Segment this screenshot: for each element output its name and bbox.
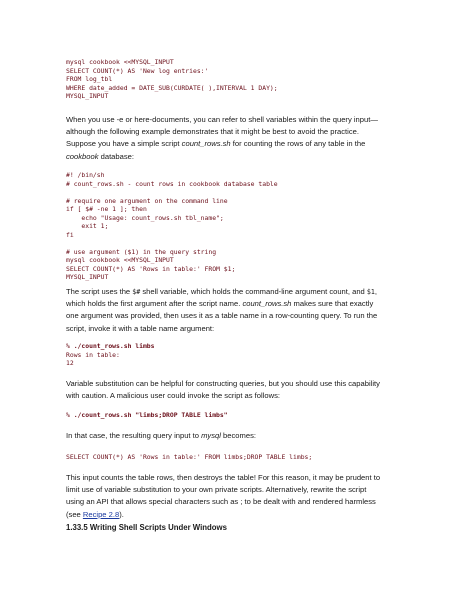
code-line: SELECT COUNT(*) AS 'New log entries:'	[66, 66, 209, 75]
text-line: cookbook database:	[66, 151, 134, 161]
code-line: Rows in table:	[66, 350, 120, 359]
script-name: count_rows.sh	[242, 299, 292, 309]
code-line	[66, 411, 228, 420]
code-block-here-document	[66, 58, 278, 101]
code-line: if [ $# -ne 1 ]; then	[66, 205, 147, 213]
program-name: mysql	[201, 431, 221, 440]
shell-prompt: %	[66, 342, 74, 350]
code-block-malicious-invocation	[66, 411, 228, 420]
text-line: Variable substitution can be helpful for constructing queries, but you should use this capability	[66, 379, 380, 388]
paragraph-shell-variables	[66, 114, 426, 163]
code-line: # require one argument on the command line	[66, 196, 228, 205]
code-line: fi	[66, 230, 74, 239]
code-line	[66, 239, 278, 248]
inline-code: $1	[366, 288, 375, 296]
text-line: Suppose you have a simple script count_rows.sh for counting the rows of any table in the	[66, 139, 366, 149]
code-line: mysql cookbook <<MYSQL_INPUT	[66, 58, 174, 66]
text-line: using an API that allows special characters such as ; to be dealt with and rendered harmless	[66, 497, 376, 507]
code-block-resulting-sql	[66, 453, 312, 462]
code-line: echo "Usage: count_rows.sh tbl_name";	[66, 213, 224, 222]
code-line: SELECT COUNT(*) AS 'Rows in table:' FROM $1;	[66, 264, 236, 273]
code-block-run-example	[66, 342, 155, 368]
code-line: # count_rows.sh - count rows in cookbook database table	[66, 179, 278, 188]
paragraph-script-explanation	[66, 286, 426, 335]
text-line: limit use of variable substitution to your own private scripts. Alternatively, rewrite the script	[66, 485, 367, 495]
section-heading: 1.33.5 Writing Shell Scripts Under Windows	[66, 523, 227, 532]
shell-command: ./count_rows.sh "limbs;DROP TABLE limbs"	[73, 411, 228, 419]
inline-code: $#	[132, 288, 141, 296]
code-line: #! /bin/sh	[66, 171, 105, 179]
shell-command: ./count_rows.sh limbs	[73, 342, 155, 350]
script-name: count_rows.sh	[181, 139, 231, 149]
paragraph-prudent-advice	[66, 472, 426, 521]
shell-prompt: %	[66, 411, 74, 419]
text-line: When you use -e or here-documents, you can refer to shell variables within the query input—	[66, 115, 378, 124]
code-line: WHERE date_added = DATE_SUB(CURDATE( ),INTERVAL 1 DAY);	[66, 83, 278, 92]
text-line: although the following example demonstrates that it might be best to avoid the practice.	[66, 127, 359, 137]
code-line: MYSQL_INPUT	[66, 273, 109, 281]
code-line: exit 1;	[66, 222, 109, 230]
code-line	[66, 342, 155, 351]
code-line: SELECT COUNT(*) AS 'Rows in table:' FROM limbs;DROP TABLE limbs;	[66, 453, 313, 461]
text-line: (see Recipe 2.8).	[66, 509, 124, 519]
text-line: In that case, the resulting query input to mysql becomes:	[66, 431, 256, 440]
text-line: one argument was provided, then uses it as a table name in a row-counting query. To run the	[66, 311, 378, 321]
paragraph-substitution-caution	[66, 378, 426, 402]
code-line: 12	[66, 359, 74, 367]
code-line: # use argument ($1) in the query string	[66, 247, 217, 256]
code-line	[66, 188, 278, 197]
recipe-link[interactable]: Recipe 2.8	[82, 509, 120, 519]
text-line: This input counts the table rows, then destroys the table! For this reason, it may be prudent to	[66, 473, 381, 482]
code-line: FROM log_tbl	[66, 75, 113, 83]
database-name: cookbook	[66, 151, 99, 161]
text-line: script, invoke it with a table name argument:	[66, 323, 215, 333]
text-line: with caution. A malicious user could invoke the script as follows:	[66, 391, 280, 401]
paragraph-resulting-query	[66, 430, 426, 442]
text-line: The script uses the $# shell variable, which holds the command-line argument count, and $1,	[66, 287, 377, 296]
code-block-count-rows-script	[66, 171, 278, 282]
text-line: which holds the first argument after the script name. count_rows.sh makes sure that exactly	[66, 299, 374, 309]
code-line: MYSQL_INPUT	[66, 92, 109, 100]
code-line: mysql cookbook <<MYSQL_INPUT	[66, 256, 174, 264]
